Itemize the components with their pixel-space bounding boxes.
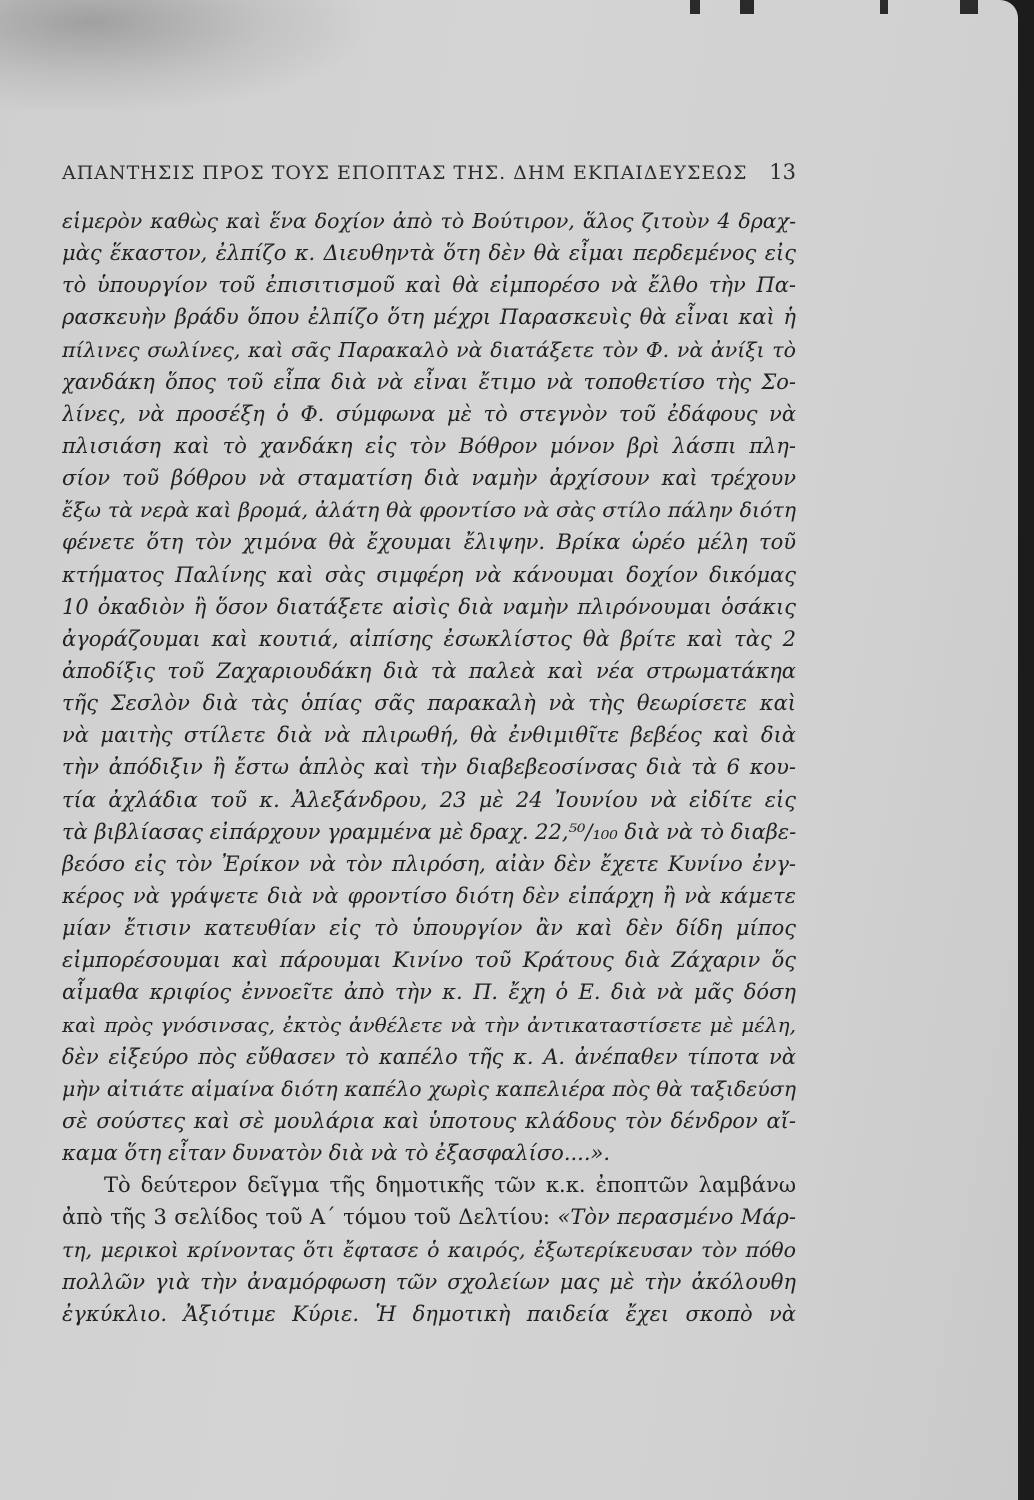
- upright-text-segment: ἀπὸ τῆς 3 σελίδος τοῦ Α΄ τόμου τοῦ Δελτίου:: [62, 1205, 551, 1230]
- text-line: νὰ μαιτὴς στίλετε διὰ νὰ πλιρωθή, θὰ ἐνθιμιθῖτε βεβέος καὶ διὰ: [62, 723, 796, 748]
- italic-text-segment: «Τὸν περασμένο Μάρ-: [557, 1205, 796, 1230]
- text-line: τία ἀχλάδια τοῦ κ. Ἀλεξάνδρου, 23 μὲ 24 Ἰουνίου νὰ εἰδίτε εἰς: [62, 787, 796, 812]
- text-line: κέρος νὰ γράψετε διὰ νὰ φροντίσο διότη δὲν εἰπάρχη ἢ νὰ κάμετε: [62, 883, 796, 908]
- paragraph-start-line: Τὸ δεύτερον δεῖγμα τῆς δημοτικῆς τῶν κ.κ. ἐποπτῶν λαμβάνω: [104, 1173, 796, 1198]
- text-line: αἷμαθα κριφίος ἐννοεῖτε ἀπὸ τὴν κ. Π. ἔχη ὁ Ε. διὰ νὰ μᾶς δόση: [62, 980, 796, 1005]
- text-line: τη, μερικοὶ κρίνοντας ὅτι ἔφτασε ὁ καιρός, ἐξωτερίκευσαν τὸν πόθο: [62, 1237, 796, 1262]
- text-line: πίλινες σωλίνες, καὶ σᾶς Παρακαλὸ νὰ διατάξετε τὸν Φ. νὰ ἀνίξι τὸ: [62, 337, 796, 362]
- text-line: ἐγκύκλιο. Ἀξιότιμε Κύριε. Ἡ δημοτικὴ παιδεία ἔχει σκοπὸ νὰ: [62, 1301, 796, 1326]
- binding-mark: [690, 0, 700, 14]
- water-stain: [0, 0, 360, 110]
- text-line: τὸ ὑπουργίον τοῦ ἐπισιτισμοῦ καὶ θὰ εἰμπορέσο νὰ ἔλθο τὴν Πα-: [62, 273, 796, 298]
- text-line: πλισιάση καὶ τὸ χανδάκη εἰς τὸν Βόθρον μόνον βρὶ λάσπι πλη-: [62, 433, 796, 458]
- text-line: μὴν αἰτιάτε αἱμαίνα διότη καπέλο χωρὶς καπελιέρα πὸς θὰ ταξιδεύση: [62, 1076, 796, 1101]
- text-line: χανδάκη ὅπος τοῦ εἶπα διὰ νὰ εἶναι ἔτιμο νὰ τοποθετίσο τὴς Σο-: [62, 369, 796, 394]
- text-line: τὴν ἀπόδιξιν ἢ ἔστω ἁπλὸς καὶ τὴν διαβεβεοσίνσας διὰ τὰ 6 κου-: [62, 755, 796, 780]
- text-line: πολλῶν γιὰ τὴν ἀναμόρφωση τῶν σχολείων μας μὲ τὴν ἀκόλουθη: [62, 1269, 796, 1294]
- text-line: ρασκευὴν βράδυ ὅπου ἐλπίζο ὅτη μέχρι Παρασκευὶς θὰ εἶναι καὶ ἡ: [62, 305, 796, 330]
- text-line: ἀγοράζουμαι καὶ κουτιά, αἰπίσης ἐσωκλίστος θὰ βρίτε καὶ τὰς 2: [62, 626, 796, 651]
- text-line: δὲν εἰξεύρο πὸς εὔθασεν τὸ καπέλο τῆς κ. Α. ἀνέπαθεν τίποτα νὰ: [62, 1044, 796, 1069]
- text-line: κτήματος Παλίνης καὶ σὰς σιμφέρη νὰ κάνουμαι δοχίον δικόμας: [62, 562, 796, 587]
- body-text: [62, 205, 796, 1330]
- binding-mark: [880, 0, 888, 14]
- text-line: εἱμερὸν καθὼς καὶ ἕνα δοχίον ἀπὸ τὸ Βούτιρον, ἅλος ζιτοὺν 4 δραχ-: [62, 209, 796, 233]
- text-line: μὰς ἕκαστον, ἐλπίζο κ. Διευθηντὰ ὅτη δὲν θὰ εἶμαι περδεμένος εἰς: [62, 241, 796, 266]
- text-line: σὲ σούστες καὶ σὲ μουλάρια καὶ ὑποτους κλάδους τὸν δένδρον αἴ-: [62, 1108, 796, 1133]
- text-line: 10 ὀκαδιὸν ἢ ὅσον διατάξετε αἰσὶς διὰ ναμὴν πλιρόνουμαι ὁσάκις: [62, 594, 796, 619]
- text-line: καμα ὅτη εἶταν δυνατὸν διὰ νὰ τὸ ἐξασφαλίσο....».: [62, 1141, 611, 1166]
- text-line: ἔξω τὰ νερὰ καὶ βρομά, ἀλάτη θὰ φροντίσο νὰ σὰς στίλο πάλην διότη: [62, 498, 796, 523]
- text-line: εἰμπορέσουμαι καὶ πάρουμαι Κινίνο τοῦ Κράτους διὰ Ζάχαριν ὅς: [62, 948, 796, 973]
- text-line: καὶ πρὸς γνόσινσας, ἐκτὸς ἀνθέλετε νὰ τὴν ἀντικαταστίσετε μὲ μέλη,: [62, 1012, 796, 1037]
- text-line: τὰ βιβλίασας εἰπάρχουν γραμμένα μὲ δραχ. 22,⁵⁰/₁₀₀ διὰ νὰ τὸ διαβε-: [62, 819, 796, 844]
- text-line: τῆς Σεσλὸν διὰ τὰς ὁπίας σᾶς παρακαλὴ νὰ τὴς θεωρίσετε καὶ: [62, 691, 796, 716]
- mixed-line: [62, 1201, 796, 1233]
- text-line: φένετε ὅτη τὸν χιμόνα θὰ ἔχουμαι ἔλιψην. Βρίκα ὡρέο μέλη τοῦ: [62, 530, 796, 555]
- text-line: σίον τοῦ βόθρου νὰ σταματίση διὰ ναμὴν ἀρχίσουν καὶ τρέχουν: [62, 466, 796, 491]
- text-line: μίαν ἔτισιν κατευθίαν εἰς τὸ ὑπουργίον ἂν καὶ δὲν δίδη μίπος: [62, 916, 796, 941]
- text-line: ἀποδίξις τοῦ Ζαχαριουδάκη διὰ τὰ παλεὰ καὶ νέα στρωματάκηα: [62, 658, 796, 683]
- running-header: [62, 160, 796, 184]
- binding-mark: [740, 0, 754, 14]
- text-line: βεόσο εἰς τὸν Ἐρίκον νὰ τὸν πλιρόση, αἰὰν δὲν ἔχετε Κυνίνο ἐνγ-: [62, 851, 796, 876]
- running-head-title: ΑΠΑΝΤΗΣΙΣ ΠΡΟΣ ΤΟΥΣ ΕΠΟΠΤΑΣ ΤΗΣ. ΔΗΜ ΕΚΠΑΙΔΕΥΣΕΩΣ: [62, 162, 748, 184]
- page-number: 13: [769, 160, 796, 184]
- binding-mark: [960, 0, 978, 14]
- text-line: λίνες, νὰ προσέξη ὁ Φ. σύμφωνα μὲ τὸ στεγνὸν τοῦ ἐδάφους νὰ: [62, 401, 796, 426]
